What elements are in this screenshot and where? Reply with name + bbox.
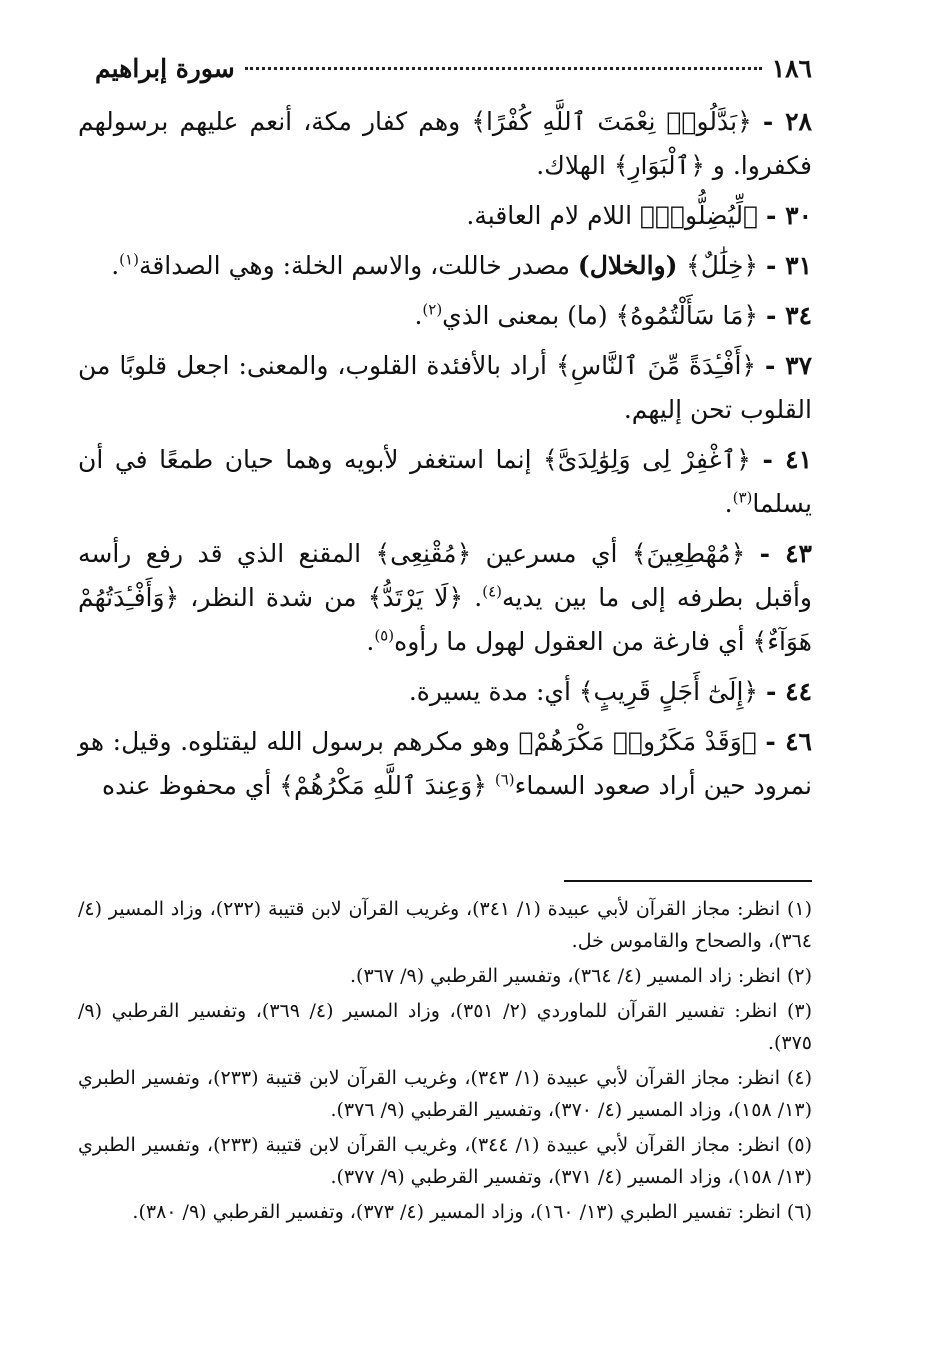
bold-term: (والخلال) (577, 251, 687, 280)
quran-phrase: ﴿أَفْـِٔدَةً مِّنَ ٱلنَّاسِ﴾ (555, 351, 757, 380)
footnotes (78, 893, 812, 1231)
quran-phrase: ﴿مُقْنِعِى﴾ (375, 539, 472, 568)
entry-text: أراد بالأفئدة القلوب، والمعنى: اجعل قلوبًا من القلوب تحن إليهم. (78, 351, 812, 424)
quran-phrase: ﴿ٱغْفِرْ لِى وَلِوَٰلِدَىَّ﴾ (543, 445, 751, 474)
entry-text: المقنع الذي قد رفع رأسه وأقبل بطرفه إلى ما بين يديه (78, 539, 812, 612)
quran-phrase: ﴿خِلَٰلٌ﴾ (686, 251, 759, 280)
quran-phrase: ﴿مُهْطِعِينَ﴾ (631, 539, 746, 568)
entry-text: . (366, 627, 375, 656)
surah-title: سورة إبراهيم (95, 53, 235, 83)
page-number: ١٨٦ (771, 53, 812, 83)
entry-text: الهلاك. (536, 151, 614, 180)
entry-number: ٤٦ - (765, 727, 812, 756)
quran-phrase: ﴿إِلَىٰٓ أَجَلٍ قَرِيبٍ﴾ (578, 677, 759, 706)
entry-text: مصدر خاللت، والاسم الخلة: وهي الصداقة (138, 251, 578, 280)
quran-phrase: ﴿وَقَدْ مَكَرُوا۟ مَكْرَهُمْ﴾ (518, 727, 757, 756)
quran-phrase: ﴿مَا سَأَلْتُمُوهُ﴾ (615, 301, 759, 330)
entry-number: ٣٤ - (766, 301, 812, 330)
entry-31 (78, 244, 812, 288)
entry-text: . (111, 251, 120, 280)
footnote-3: (٣) انظر: تفسير القرآن للماوردي (٢/ ٣٥١)، وزاد المسير (٤/ ٣٦٩)، وتفسير القرطبي (٩/ ٣٧٥). (78, 1000, 813, 1054)
entry-46 (78, 720, 812, 808)
entry-text: أي: مدة يسيرة. (408, 677, 579, 706)
footnote-ref: (٣) (732, 488, 753, 507)
entry-text: . (724, 489, 733, 518)
footnote-ref: (٤) (482, 582, 503, 601)
entry-30 (78, 194, 812, 238)
main-text (78, 100, 812, 814)
page-header (95, 50, 812, 86)
footnote-ref: (٢) (422, 300, 443, 319)
entry-number: ٤١ - (762, 445, 812, 474)
quran-phrase: ﴿وَعِندَ ٱللَّهِ مَكْرُهُمْ﴾ (279, 771, 487, 800)
entry-text: . (463, 583, 483, 612)
footnote-ref: (١) (119, 250, 139, 269)
quran-phrase: ﴿بَدَّلُوا۟ نِعْمَتَ ٱللَّهِ كُفْرًا﴾ (471, 107, 752, 136)
entry-number: ٣١ - (766, 251, 812, 280)
entry-text: من شدة النظر، (179, 583, 368, 612)
entry-text: وهو مكرهم برسول الله ليقتلوه. وقيل: هو نمرود حين أراد صعود السماء (78, 727, 812, 800)
entry-43 (78, 532, 812, 664)
footnote-4: (٤) انظر: مجاز القرآن لأبي عبيدة (١/ ٣٤٣)، وغريب القرآن لابن قتيبة (٢٣٣)، وتفسير الطبري (١٣/ ١٥٨)، وزاد المسير (٤/ ٣٧٠)، وتفسير القرطبي (٩/ ٣٧٦). (78, 1067, 813, 1121)
entry-number: ٣٠ - (766, 201, 812, 230)
footnote-6: (٦) انظر: تفسير الطبري (١٣/ ١٦٠)، وزاد المسير (٤/ ٣٧٣)، وتفسير القرطبي (٩/ ٣٨٠). (132, 1201, 812, 1223)
footnote-5: (٥) انظر: مجاز القرآن لأبي عبيدة (١/ ٣٤٤)، وغريب القرآن لابن قتيبة (٢٣٣)، وتفسير الطبري (١٣/ ١٥٨)، وزاد المسير (٤/ ٣٧١)، وتفسير القرطبي (٩/ ٣٧٧). (78, 1134, 813, 1188)
quran-phrase: ﴿لِّيُضِلُّوا۟﴾ (640, 201, 759, 230)
footnote-1: (١) انظر: مجاز القرآن لأبي عبيدة (١/ ٣٤١)، وغريب القرآن لابن قتيبة (٢٣٢)، وزاد المسير (٤/ ٣٦٤)، والصحاح والقاموس خل. (78, 898, 813, 952)
entry-34 (78, 294, 812, 338)
entry-text: أي فارغة من العقول لهول ما رأوه (394, 627, 753, 656)
entry-text: أي محفوظ عنده (102, 771, 280, 800)
quran-phrase: ﴿ٱلْبَوَارِ﴾ (613, 151, 705, 180)
header-dotted-leader (245, 66, 762, 70)
entry-number: ٤٤ - (766, 677, 812, 706)
entry-text (487, 771, 495, 800)
footnote-2: (٢) انظر: زاد المسير (٤/ ٣٦٤)، وتفسير القرطبي (٩/ ٣٦٧). (349, 965, 812, 987)
entry-text: (ما) بمعنى الذي (442, 301, 616, 330)
footnote-ref: (٥) (374, 626, 395, 645)
entry-text: أي مسرعين (471, 539, 632, 568)
entry-28 (78, 100, 812, 188)
entry-text: وهم كفار مكة، أنعم عليهم برسولهم فكفروا. و (78, 107, 812, 180)
entry-text: إنما استغفر لأبويه وهما حيان طمعًا في أن يسلما (78, 445, 812, 518)
quran-phrase: ﴿وَأَفْـِٔدَتُهُمْ هَوَآءٌ﴾ (78, 583, 812, 656)
entry-number: ٤٣ - (759, 539, 812, 568)
entry-text: اللام لام العاقبة. (466, 201, 641, 230)
footnote-ref: (٦) (494, 770, 515, 789)
entry-number: ٢٨ - (762, 107, 812, 136)
entry-41 (78, 438, 812, 526)
entry-number: ٣٧ - (765, 351, 813, 380)
entry-text: . (414, 301, 423, 330)
footnote-separator (564, 880, 812, 882)
entry-37 (78, 344, 812, 432)
entry-44 (78, 670, 812, 714)
quran-phrase: ﴿لَا يَرْتَدُّ﴾ (367, 583, 464, 612)
